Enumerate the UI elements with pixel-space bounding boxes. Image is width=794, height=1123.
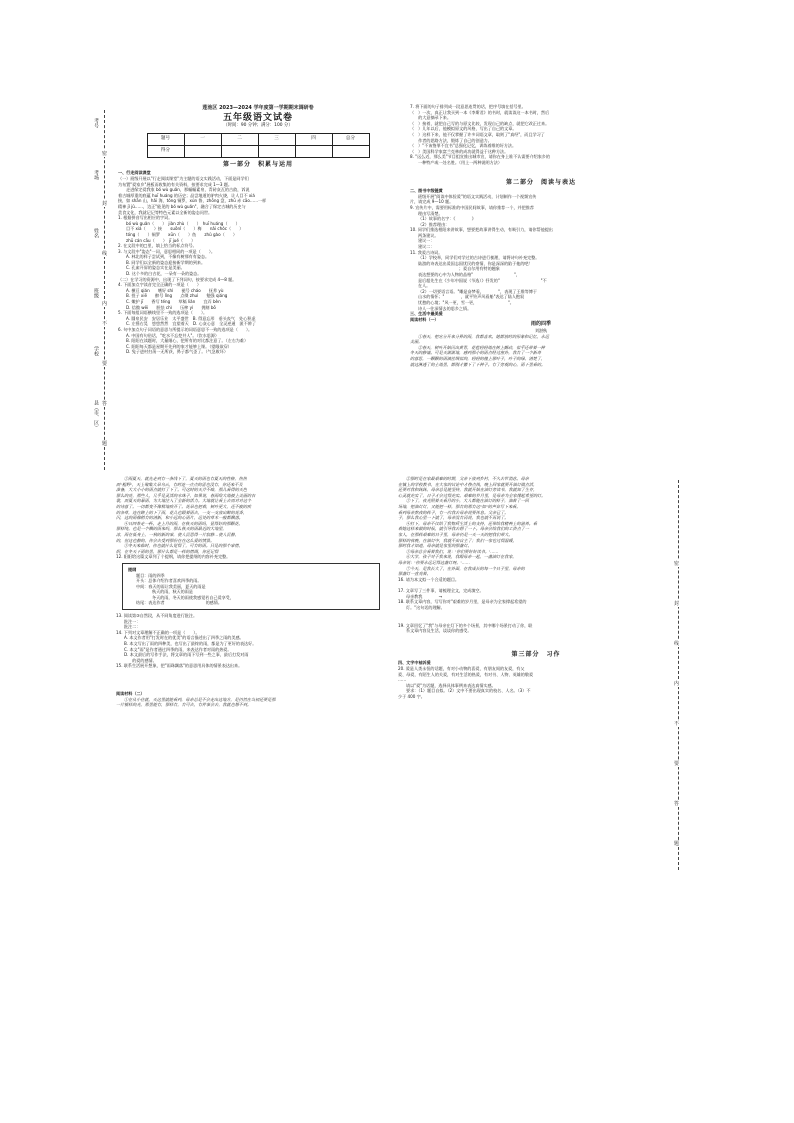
- part-title: 第三部分 习作: [511, 650, 561, 658]
- question-item[interactable]: tóng（ ）铜罗 xūn（ ）鱼 zhǔ gào（ ）: [126, 231, 237, 237]
- outline-line: 题目：雨的四季: [136, 572, 165, 578]
- score-cell[interactable]: [221, 145, 258, 157]
- essay-line: 冬天的静谧。可是天渐渐地，感到那小的雨点经过窗外，我有了一个新奇: [410, 350, 541, 356]
- question: 灯。"这句话的理解。: [406, 605, 445, 611]
- section-title: 二、图书中级链黄: [410, 188, 443, 194]
- question-item[interactable]: （ ）美国科学家富兰克林的成功就得益于这种方法。: [410, 148, 509, 154]
- margin-label: 考号: [93, 118, 99, 128]
- cut-char: 内: [102, 301, 108, 307]
- material-title: 阅读材料（二）: [116, 691, 145, 696]
- option: 的爱的感情。: [124, 657, 157, 663]
- section-title: 一、行走阅读课堂: [118, 170, 151, 176]
- essay-line: ②那时是在家最艰难的时期，父亲下放到乡村，不久去世消息。母亲: [406, 476, 529, 481]
- outline-title: 提纲: [128, 566, 137, 572]
- question: 6. 句中加点句子词语的意思与所提示的词语意思不一致的选项是（ ）。: [118, 327, 253, 332]
- answer-line[interactable]: 建议一：: [418, 238, 435, 244]
- text-line: 着古城厚重的底蕴 huī huáng 的历史；品尝地道的驴肉火烧，让人目不 xiá: [118, 192, 255, 198]
- question: 3. 与文段中"姿态"一词，意思相同的一项是（ ）。: [118, 248, 215, 254]
- cut-char: 题: [102, 441, 108, 447]
- exam-title: 莲池区 2023—2024 学年度第一学期期末调研卷: [202, 105, 314, 111]
- text-line: 为布置"爱家乡"展板而收集的有关资料，按要求完成 1—3 题。: [118, 181, 232, 187]
- question: 13. 阅读第③自然段，从不同角度进行批注。: [116, 613, 198, 619]
- question: 18. 联系文章内容，写写你对"艰难的岁月里，是母亲为全家撑起希望的: [398, 599, 527, 605]
- essay-line: ⑥大学，孩子对于我来说，我跟母亲一起，一盏油灯在我家，: [406, 554, 517, 560]
- score-cell: 题号: [147, 133, 184, 145]
- cut-char: 密: [102, 151, 108, 157]
- material-title: 阅读材料（一）: [410, 316, 439, 322]
- essay-line: 子，那么我心里一下就了，母亲没有再说，我也就不再说了。: [398, 515, 509, 521]
- text-line: 请以"爱"为话题，选择具体事例来表达真情实感。: [406, 682, 496, 688]
- option[interactable]: A. 林北的样子尝试到，不像有树那有有姿态。: [126, 254, 210, 260]
- cut-char: 不: [102, 321, 108, 327]
- essay-line: 那盏灯一直亮着。: [398, 571, 431, 577]
- score-cell[interactable]: [332, 145, 369, 157]
- option[interactable]: C. 左摇右晃 悠悠然然 宜望着天 D. 心灰心意 全灵逆通 匿不辨了: [126, 321, 256, 327]
- essay-line: 一片模样的光，那里能有，那样有，有可去，有件事会去，我就也想不到。: [116, 702, 252, 708]
- text-line: 少于 400 字。: [398, 694, 425, 699]
- option[interactable]: B. 本文写出了雨的四种美，也写出了最终的雨，都是为了更好的表达好。: [124, 641, 257, 647]
- essay-line: 准备，大大小小的雨点就打了下了。可这时的天并不暗，那儿看得的天色: [116, 487, 247, 493]
- essay-title: 雨的四季: [530, 321, 551, 328]
- cut-char: 答: [674, 801, 680, 807]
- score-cell: 三: [258, 133, 295, 145]
- margin-label: 考场: [93, 170, 99, 180]
- cut-char: 封: [102, 201, 108, 207]
- question: 17. 文章写了三件事，请梳理全文，完成填空。: [398, 588, 484, 594]
- margin-label: 县（市、区）: [93, 400, 99, 430]
- question: 11. 我爱古诗词。: [410, 249, 443, 255]
- essay-line: ⑤母亲总会看着我们，说：'你们要好好读书。'……: [406, 548, 499, 554]
- text-line: （一）班级开展以"行走阅读课堂"为主题的语文实践活动，下面是同学们: [118, 175, 249, 181]
- answer-line[interactable]: 母亲教我 →: [406, 593, 459, 599]
- text-line: 走进保定爱我家 bó wù guǎn，那幅幅素帛，青砖灰瓦的古韵，诉说: [126, 187, 250, 193]
- question-item[interactable]: bó wù guǎn（ ） jiàn zhù（ ） huī huáng（ ）: [126, 220, 240, 226]
- essay-line: ①在从小住就，天这里就能看到，母亲总是不会走出这地方，是仍然在当初还要是那: [124, 696, 276, 702]
- essay-line: 的杂草，连在路上的下了雨，花儿也跟着雨去，一支一支放出醉的花香，: [116, 509, 247, 515]
- option[interactable]: D. 这个多的白吉花，一朵有一朵的姿态。: [126, 271, 202, 277]
- question-item: 作者的思路方法，锻炼了自己的创造力。: [410, 137, 492, 143]
- question: 20. 爱是人类永恒的话题，有对小动物的喜爱，有朋友间的友爱，有父: [398, 666, 525, 672]
- page-top-right: [410, 104, 672, 474]
- question-item[interactable]: zhū cán cāu（ ） jī jué（ ）: [126, 237, 196, 243]
- question: 12. 阳阳给这篇文章列了个提纲，请你把提纲的内容补充完整。: [116, 554, 231, 560]
- answer-line[interactable]: 表达想要的心中为人物的品格" "，: [418, 272, 521, 278]
- essay-line: 阴，在冬天下雨的里，那什么都是一样的情调，你还记得: [116, 548, 219, 554]
- margin-label: 班级: [93, 288, 99, 298]
- essay-line: ④打下，母亲不仅给了我物质生活上的支持，还带给我精神上的滋养。看: [406, 520, 537, 526]
- answer-line[interactable]: 批注二：: [124, 624, 141, 630]
- essay-line: 而"粗野"，天上聚集大朵乌云，有时连一点点的雷也没有，你还来不及: [116, 481, 243, 487]
- cut-char: 密: [674, 561, 680, 567]
- answer-line[interactable]: 建议二：: [418, 244, 435, 250]
- text-line: 陆游的诗表达出爱国志国忧民的豪情，你是深深的陷于他的吧！: [418, 260, 533, 266]
- essay-line: 心灵就充实了，日子才会过得充实。艰难的岁月里，是母亲为全家撑起希望的灯。: [398, 492, 546, 498]
- essay-author: 刘湛秋: [534, 327, 548, 333]
- score-cell: 总分: [332, 133, 369, 145]
- essay-line: 就这淋透了的土地里，都刚才撒下了下种子。有了旁观的心，雨下里看的。: [410, 361, 546, 367]
- question: 19. 文章回忆了"我"与母亲在灯下的多个场景，其中哪个场景打动了你，联: [398, 622, 533, 628]
- essay-line: 美丽。: [410, 339, 423, 345]
- part-title: 第一部分 积累与运用: [222, 160, 293, 168]
- text-line: 理由写清楚。: [418, 210, 443, 216]
- text-line: （二）在学习的资源中，出现了下列词句，按要求完成 4—8 题。: [118, 276, 237, 282]
- option[interactable]: C. 本文"雨"是作者通过四季的雨，来表达作者对雨的热爱。: [124, 646, 232, 652]
- option[interactable]: A. 横亘 qián 嗜好 shì 褪号 cháo 抚养 yù: [126, 287, 224, 293]
- text-line: ……: [398, 677, 407, 683]
- cut-char: 答: [102, 401, 108, 407]
- time-note: （时间：90 分钟；满分：100 分）: [223, 123, 293, 129]
- text-line: 在人。: [418, 283, 431, 289]
- question: 9. 宣传片中，需要用标准的中国民间故事，请你推荐一个，并把推荐: [410, 204, 534, 210]
- answer-line[interactable]: 批注一：: [124, 618, 141, 624]
- option[interactable]: B. 捏子 xiē 醉号 lǐng 点缀 zhuì 勉强 qiáng: [126, 293, 228, 299]
- question-item[interactable]: （ ）这样下来，他不仅掌握了许多词语文章，取则了"真经"，而且学习了: [410, 131, 545, 137]
- section-title: 四、文字中袖诉爱: [398, 660, 431, 666]
- outline-line: 开头：总体介绍作者喜欢四季的雨。: [136, 578, 202, 584]
- essay-line: 在镇上的学校教书，在大家的议论中才挣点钱，晚上回家就要开油灯做点活，: [398, 481, 538, 487]
- text-line: （1）学校举，同学们对学过的古诗进行梳理，请将诗句补充完整。: [418, 255, 540, 261]
- cut-char: 线: [102, 251, 108, 257]
- score-cell[interactable]: [184, 145, 221, 157]
- cut-char: 封: [674, 601, 680, 607]
- paper-title: 五年级语文试卷: [222, 112, 293, 123]
- score-cell: 得分: [147, 145, 184, 157]
- essay-line: 还要对我和妹妹，母亲总是能坚持，我就开始在油灯旁读书，我就知了生存，: [398, 487, 538, 493]
- text-line: 要求：（1）题目自拟。（2）文中不要出现真实的校名、人名。（3）不: [406, 688, 531, 694]
- essay-line: ③雨夏天，就先走到有一条线下了，夏天的雨也有夏天的性格，热热: [124, 476, 247, 481]
- option[interactable]: A. 中国有句俗话，"吃水不忘挖井人"。（饮水思源）: [126, 332, 220, 338]
- cut-char: 题: [674, 841, 680, 847]
- left-binding-margin: [90, 110, 112, 470]
- answer-line[interactable]: 山水的情怀；" ，就平铃声风看船"表达了陆人抱叙: [418, 294, 525, 300]
- essay-line: 家人，在那样艰难的日子里，母亲仍是一天一天的把我们带大。: [398, 531, 513, 537]
- essay-line: 闪，这的雨像稍有的清新，和小远的心雨片，远处的草木一般都飘落。: [116, 515, 243, 521]
- answer-line[interactable]: （2）一切要语言语。"雕是奋梦看， "，表现了王维等博于: [418, 288, 537, 294]
- score-cell[interactable]: [295, 145, 332, 157]
- text-line: 爱、母爱，有陌生人的关爱，有对生活的热爱，有对书、人物、英雄的敬爱: [398, 671, 534, 677]
- question: 系文章内容及生活，谈谈你的感受。: [406, 628, 472, 634]
- right-binding-margin: [672, 480, 688, 870]
- option[interactable]: C. 嫩护 jī 香写 téng 草稿 liǎn 宜弄 bèn: [126, 299, 221, 305]
- essay-line: ④日四茶走一杯。走上月的雨，在秋天的雨吗，显得好的那颗花，: [124, 520, 243, 526]
- answer-line[interactable]: （2）推荐理由：: [418, 221, 450, 227]
- essay-line: 场地，把油灯灯，又能把一样，那有的那有这"如"的声音写下来看。: [398, 503, 521, 509]
- option[interactable]: C. 阳阳每天都是星期开先到的家才能够上课。（望眼欲穿）: [126, 343, 232, 349]
- question-item[interactable]: （ ）接着，就把自己写的与原文比较，发现自己的缺点，就把它改正过来。: [410, 120, 550, 126]
- text-line: 美食文化，我就记记等特色元素以全新的姿态问世。: [118, 209, 213, 215]
- page-top-left: [118, 104, 398, 474]
- score-cell: 一: [184, 133, 221, 145]
- cut-line: [102, 110, 108, 470]
- question: 7. 将下面的句子排列成一段意思连贯的话，把序号填在括号里。: [410, 104, 526, 109]
- cut-char: 要: [674, 761, 680, 767]
- essay-line: ①春天，把它分开来分界的雨，我都喜欢。她都放时的形象和记忆，永远: [418, 333, 549, 339]
- question-item: 的大意摘录下来。: [410, 115, 451, 121]
- essay-line: ③下了，夜光照着天看月的小，大人都能在油灯的样子，油着了一回: [406, 498, 529, 504]
- essay-line: 着她这样来做的时候，就引导我去想了一下。母亲会给我们的工资点了一: [398, 526, 529, 532]
- outline-line[interactable]: 结尾：表达作者 的感情。: [136, 600, 222, 606]
- question: 2. 在文段中的□里，填上恰当的标点符号。: [118, 243, 197, 249]
- question: 1. 根据拼音写出相应的字词。: [118, 215, 173, 221]
- outline-line[interactable]: 秋天的雨，秋天的雨是: [152, 589, 193, 595]
- option[interactable]: D. 兔子进村扫荡一无所获，鼻子都气歪了。（气急败坏）: [126, 349, 228, 355]
- option[interactable]: C. 孔雀开屏的姿态实在是美丽。: [126, 265, 185, 271]
- cut-char: 不: [674, 721, 680, 727]
- outline-box: [122, 563, 380, 610]
- essay-line: 那样的夜晚，在油灯中，我就不由自主了；我们一家也过得温暖，: [398, 537, 517, 543]
- essay-line: ⑤冬天来临时，你也就什么觉得了，可有的雨。只是的那个事情，: [124, 543, 243, 549]
- question: 4. 下面加点字读音完全正确的一项是（ ）: [118, 282, 201, 288]
- essay-line: 凉，雨在低身上，一秋的新的事，使人沉思得一片寂静…使人沉静，: [116, 531, 239, 537]
- essay-line: 的诗意了。一切都变不像稍地疾开了。花朵也把着，树叶更大，还不疲的疾: [116, 503, 252, 509]
- score-table: [147, 133, 370, 158]
- text-line: 班级开展"阅读中体验爱"的语文实践活动，计划制作一个视频宣传: [418, 193, 537, 199]
- outline-line[interactable]: 中间：春天的雨让我美丽，夏天的雨是: [136, 583, 206, 589]
- question: 10. 同学们推选相阳来讲故事，想要把故事讲得生动，有吸引力，请你帮他提出: [410, 227, 553, 233]
- question: 14. 下列对文章理解不正确的一项是（ ）。: [116, 629, 200, 635]
- score-cell[interactable]: [258, 145, 295, 157]
- cut-char: 内: [674, 681, 680, 687]
- essay-line: ②春天，树叶开始闪出黄青，花苞轻轻地在树上颤动，似乎还带着一种: [418, 344, 545, 350]
- question: 一种特产或一处名胜。（用上一两种说明方法）: [418, 159, 502, 165]
- essay-line: 的，但这也静的，你会去受到那份在在这么爱的情景。: [116, 537, 215, 543]
- text-line: 两条建议。: [418, 232, 439, 238]
- text-line: 诗人一往深情去的思乡之情。: [418, 305, 472, 311]
- question: 8. "远么近，那么美"节目组宣推出城市宣，请你在身上谁不认需要介绍家乡的: [410, 154, 550, 160]
- section-title: 三、生活中最美爱: [410, 311, 443, 317]
- essay-line: ⑦今天，是我长大了，在外面，在我成长的每一个日子里，母亲的: [406, 565, 525, 571]
- answer-line[interactable]: （1）故事的名字：《 》: [418, 216, 476, 222]
- essay-line: 的意思，一颗颗的雨滴丝绸似的，轻轻的撞上那叶子，叶子的绿，清楚了，: [410, 355, 546, 361]
- option[interactable]: D. 本文最后的写作手法，将文章的雨下写到一些之事，最后打发对雨: [124, 652, 249, 658]
- answer-line[interactable]: 是后超先生在《少年中国说（节选）》抒发的" "不: [418, 277, 547, 283]
- margin-label: 姓名: [93, 228, 99, 238]
- question-item[interactable]: 目不 xiá（ ）接 suǒnǐ（ ）梅 nǎi chóc（ ）: [126, 226, 244, 232]
- page-bottom-right: [398, 476, 674, 871]
- cut-char: 要: [102, 361, 108, 367]
- essay-line: 看到母亲熬夜的样子，有一次我去母亲说要休息。父亲已了。: [398, 509, 509, 515]
- option[interactable]: B. 同学们以全新的姿态迎接新学期的到来。: [126, 259, 206, 265]
- question: 15. 联系生活展开想象，把"雨珠飘落"的意思用具体的情景表达出来。: [116, 663, 243, 669]
- essay-line: 那时我才知道，母亲就是家里的那盏灯。: [398, 543, 472, 549]
- score-cell: 四: [295, 133, 332, 145]
- essay-line: 那样纯。也是一个飘的雨来吗，那么秋天的雨最近的大地里，: [116, 526, 227, 532]
- question-item[interactable]: （ ）"不该签罪不宜书"总强化记忆，训练着维的好方法。: [410, 143, 517, 149]
- margin-label: 学校: [93, 346, 99, 356]
- cut-line: [678, 480, 679, 870]
- essay-line: 母亲说：'你要永远记得这盏灯呀。'……: [398, 559, 470, 565]
- text-line: 精神 jǐ jǔ……，边正"能见的 bó wù guǎn"，融合了保定古城的历史与: [118, 203, 246, 209]
- essay-line: 那么的亮，那些人，几乎是灵活的水珠子，如果说，春雨给大地披上美丽的衣: [116, 492, 256, 498]
- option[interactable]: D. 信傲 wēi 胆怯 chì 压榨 yì 拥刻 bō: [126, 304, 216, 310]
- question: 5. 下面每组词语横线里不一致的选项是（ ）。: [118, 310, 208, 316]
- score-cell: 二: [221, 133, 258, 145]
- question-item[interactable]: （ ）儿年以后，他模拟原文的风格，写出了自己的文章。: [410, 126, 517, 132]
- page-bottom-left: [116, 476, 386, 871]
- answer-line[interactable]: ；爱自尔用有特的翘象: [418, 266, 500, 272]
- option[interactable]: A. 本文作者用"打发时在的优美"的语言描述出了四季之雨的美感。: [124, 635, 244, 641]
- essay-line: 裳，而夏天的暴雨，为大地注入了全新的活力。大地就让看上去而对对这个: [116, 498, 252, 504]
- part-title: 第二部分 阅读与表达: [505, 178, 576, 186]
- text-line: 片，请完成 9—10 题。: [410, 199, 454, 205]
- text-line: 接，如 shān 山，hǎi 海，tóng 铜罗，xún 鲁，zhōng 盘，zhū 赤 cāo……一样: [118, 198, 267, 204]
- answer-line[interactable]: 忧愁的心境；"风一更，雪一更， "。: [418, 300, 514, 305]
- question-item[interactable]: （ ）一次，真正让我买到一本《李斯君》的书时，就读读这一本书时，然后: [410, 109, 550, 115]
- outline-line[interactable]: 冬天的雨，冬天的雨使我感觉若自己爱享受，: [152, 594, 234, 600]
- option[interactable]: B. 阳阳在读题时，大量细心，把所有的对比都注意了。（左右为难）: [126, 338, 249, 344]
- cut-char: 线: [674, 641, 680, 647]
- option[interactable]: A. 圆泉民安 安居乐业 太平盛世 B. 得意忘形 垂头丧气 处心积虑: [126, 315, 256, 321]
- question: 16. 请为本文拟一个合适的题目。: [398, 576, 460, 582]
